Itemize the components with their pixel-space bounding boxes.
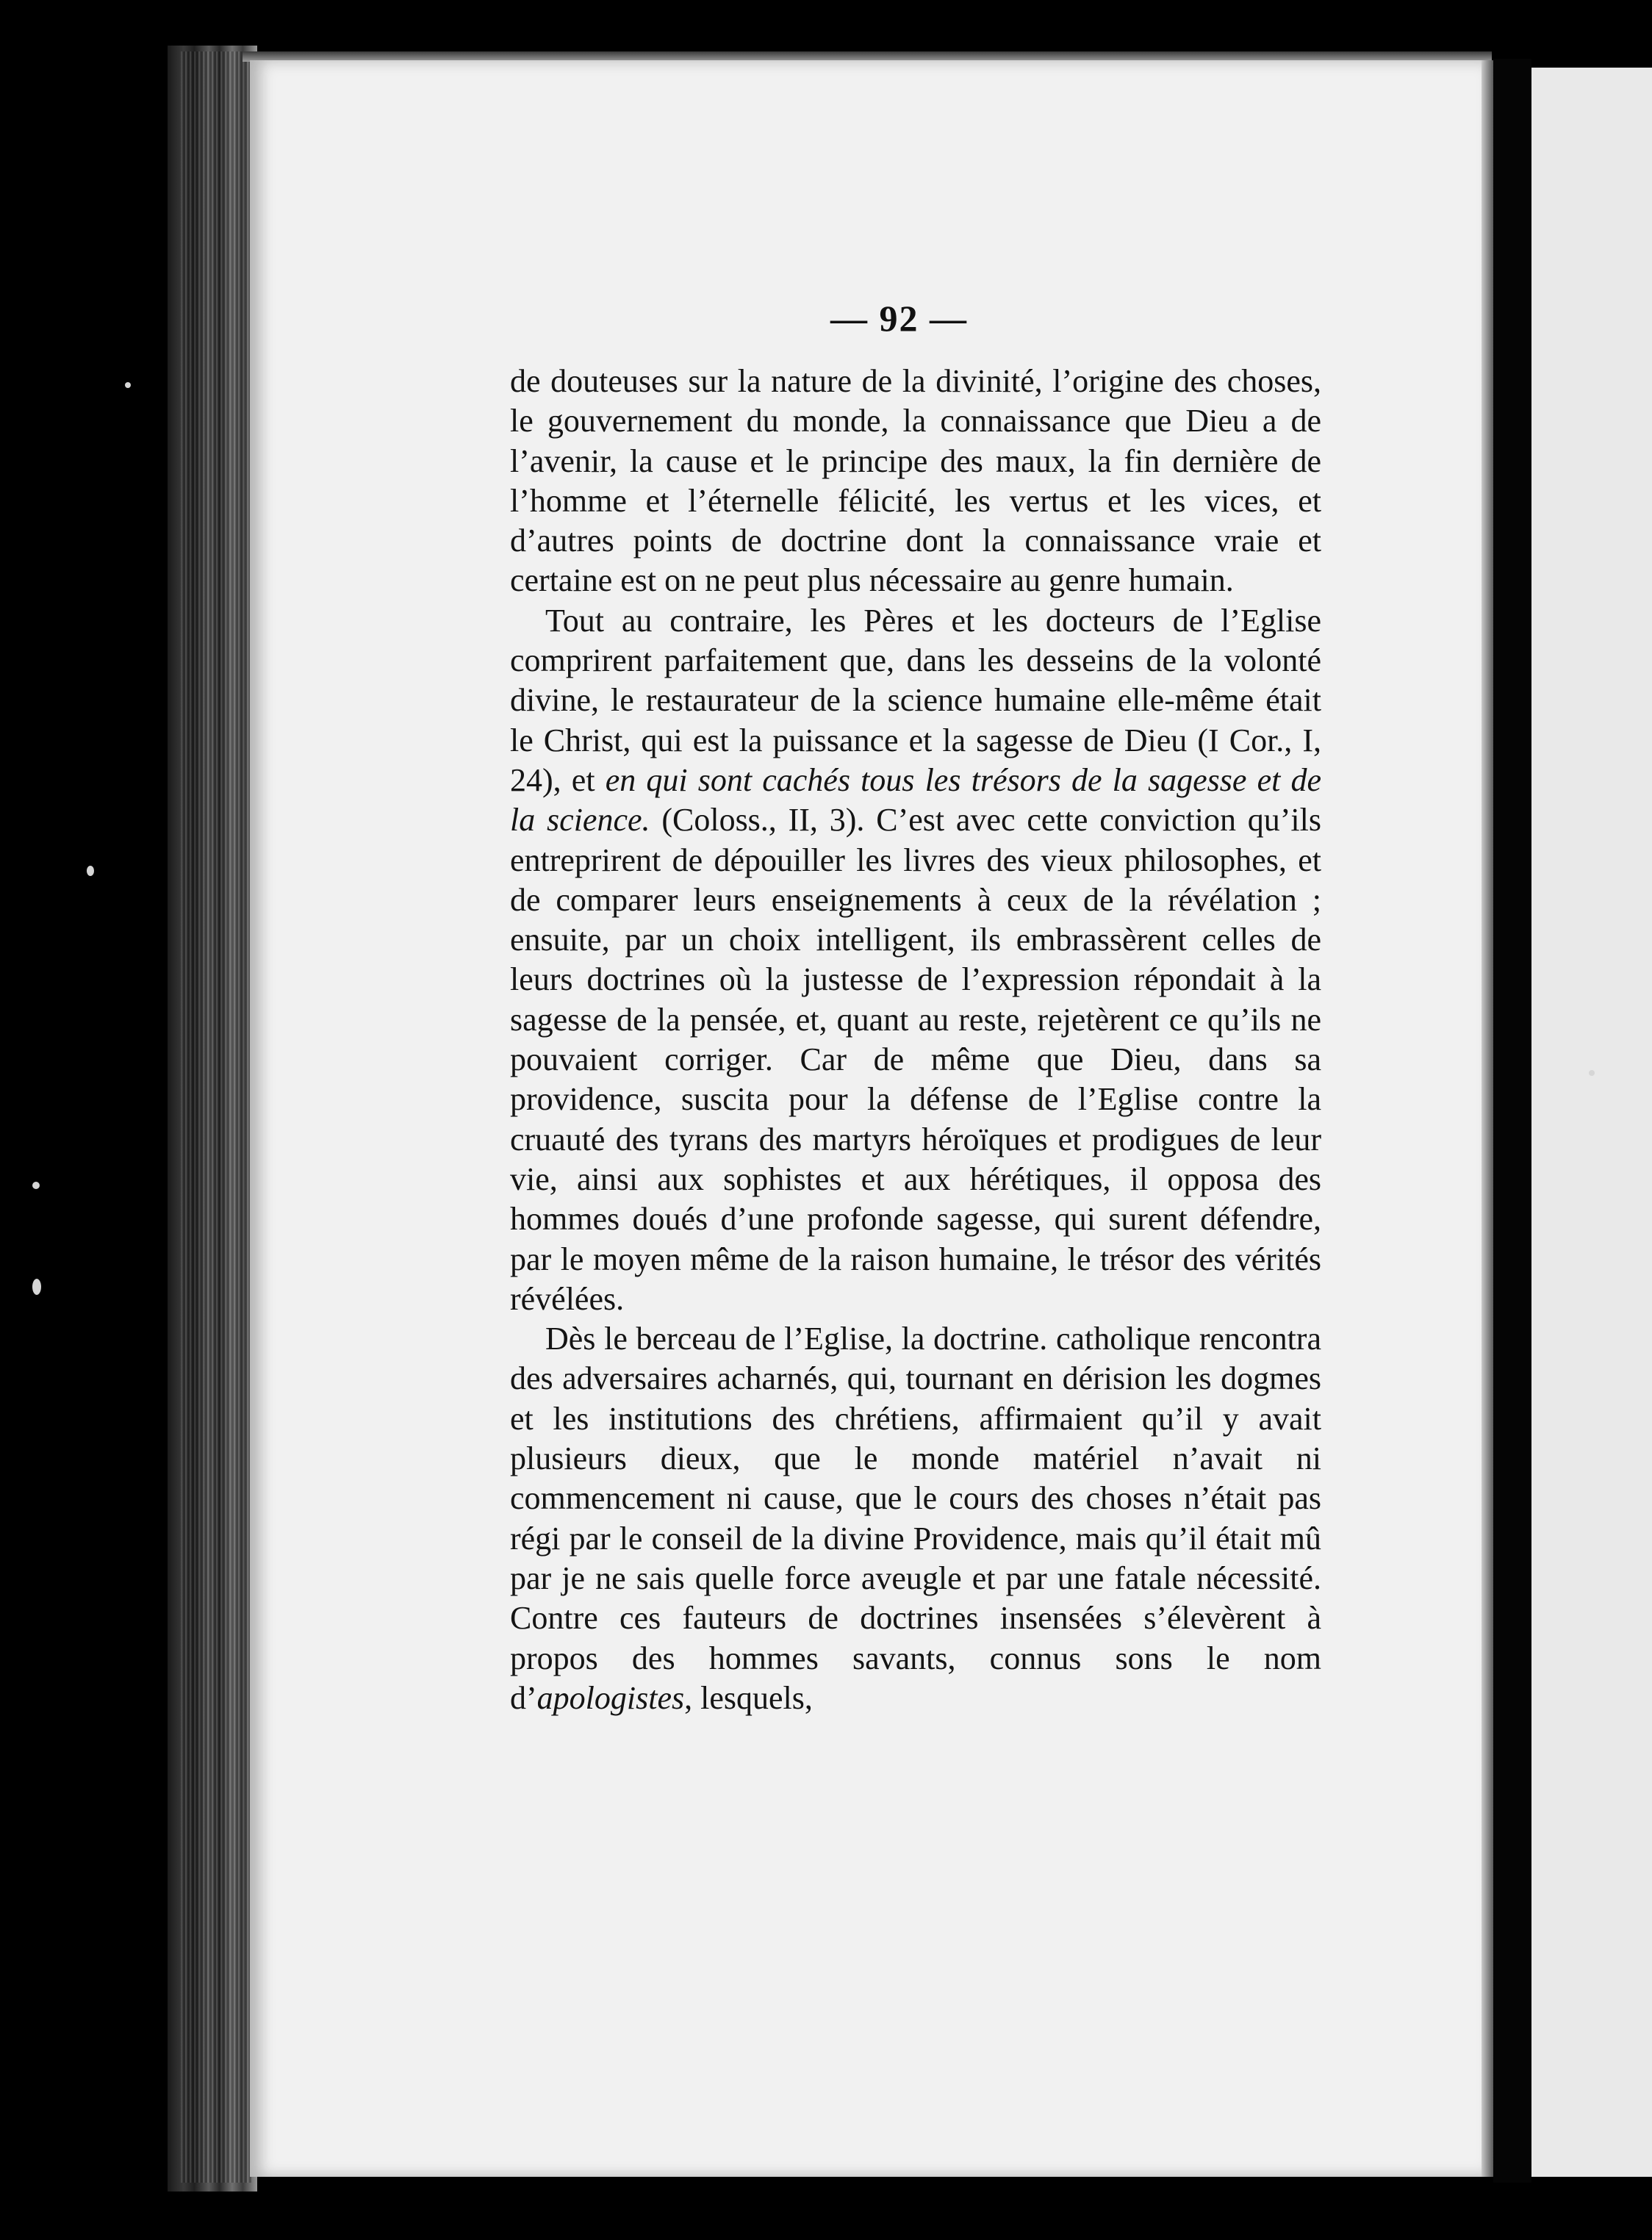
- gutter-gap: [1493, 59, 1531, 2183]
- page-number: — 92 —: [830, 298, 968, 339]
- dust-speck: [32, 1182, 40, 1189]
- text-run: (Coloss., II, 3). C’est avec cette conviction qu’ils entreprirent de dépouiller les livres des vieux philosophes, et de comparer leurs enseignements à ceux de la révélation ; ensuite, par un choix intelligent, ils embrassèrent celles de leurs doctrines où la justesse de l’expression répondait à la sagesse de la pensée, et, quant au reste, rejetèrent ce qu’ils ne pouvaient corriger. Car de même que Dieu, dans sa providence, suscita pour la défense de l’Eglise contre la cruauté des tyrans des martyrs héroïques et prodigues de leur vie, ainsi aux sophistes et aux hérétiques, il opposa des hommes doués d’une profonde sagesse, qui surent défendre, par le moyen même de la raison humaine, le trésor des vérités révélées.: [510, 802, 1321, 1317]
- dust-speck: [87, 866, 94, 876]
- paragraph-1: [510, 362, 1321, 601]
- text-run: , lesquels,: [684, 1679, 813, 1716]
- dust-speck: [1589, 1070, 1595, 1076]
- dust-speck: [125, 382, 131, 388]
- text-run: de douteuses sur la nature de la divinité, l’origine des choses, le gouvernement du monde, la connaissance que Dieu a de l’avenir, la cause et le principe des maux, la fin dernière de l’homme et l’éternelle félicité, les vertus et les vices, et d’autres points de doctrine dont la connaissance vraie et certaine est on ne peut plus nécessaire au genre humain.: [510, 363, 1321, 599]
- text-run: Dès le berceau de l’Eglise, la doctrine. catholique rencontra des adversaires acharnés, qui, tournant en dérision les dogmes et les institutions des chrétiens, affirmaient qu’il y avait plusieurs dieux, que le monde matériel n’avait ni commencement ni cause, que le cours des choses n’était pas régi par le conseil de la divine Providence, mais qu’il était mû par je ne sais quelle force aveugle et par une fatale nécessité. Contre ces fauteurs de doctrines insensées s’élevèrent à propos des hommes savants, connus sons le nom d’: [510, 1321, 1321, 1716]
- paragraph-2: [510, 601, 1321, 1319]
- next-page-sliver: [1531, 68, 1652, 2177]
- page-right-edge: [1482, 60, 1493, 2177]
- text-run: Tout au contraire, les Pères et les docteurs de l’Eglise comprirent parfaitement que, dans les desseins de la volonté divine, le restaurateur de la science humaine elle-même était le Christ, qui est la puissance et la sagesse de Dieu (I Cor., I, 24), et: [510, 602, 1321, 798]
- dust-speck: [32, 1279, 41, 1295]
- paragraph-3: [510, 1319, 1321, 1718]
- body-text: [510, 362, 1321, 1718]
- italic-term: apologistes: [536, 1679, 685, 1716]
- italic-quote: en qui sont cachés tous les trésors de la sagesse et de la science.: [510, 761, 1322, 839]
- book-page-edge-lines: [181, 51, 251, 2183]
